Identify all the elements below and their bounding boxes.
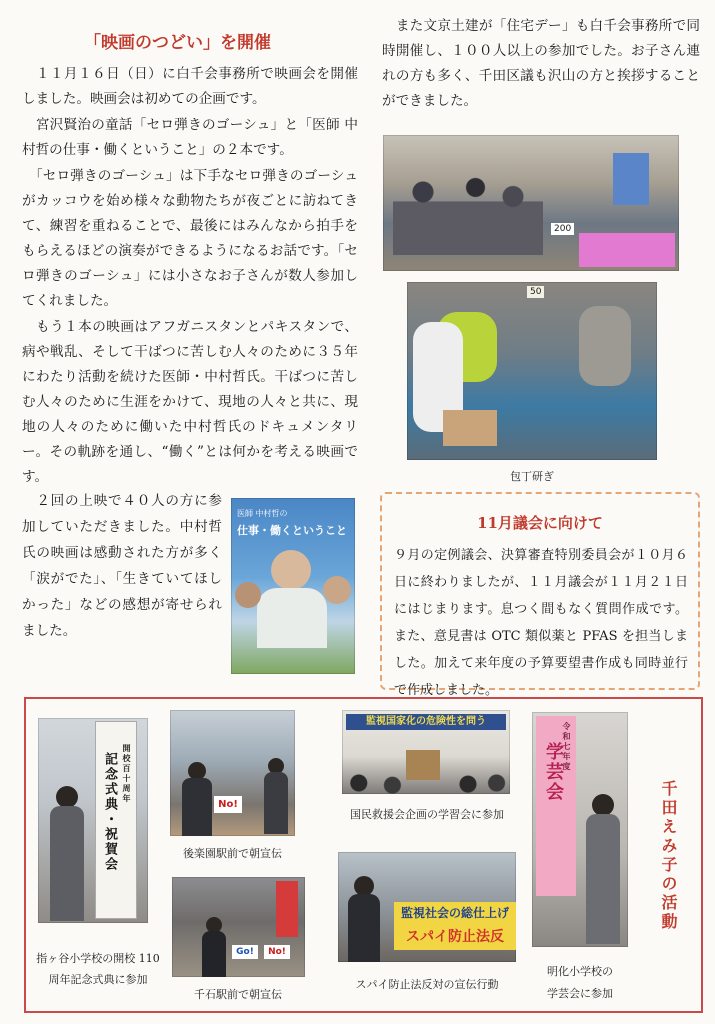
person-figure	[235, 582, 261, 608]
price-sign: 200	[551, 223, 574, 235]
article1-paragraph-2: 宮沢賢治の童話「セロ弾きのゴーシュ」と「医師 中村哲の仕事・働くということ」の２本です。	[22, 117, 358, 158]
activities-title: 千田えみ子の活動	[659, 780, 678, 932]
person-figure	[323, 576, 351, 604]
person-figure	[257, 588, 327, 648]
meika-school-photo	[532, 712, 628, 947]
knife-sharpening-photo	[407, 282, 657, 460]
festival-sign-sub: 令和七年度	[562, 722, 572, 772]
anti-spy-banner-bottom: スパイ防止法反	[394, 924, 516, 950]
person-figure	[354, 876, 374, 896]
whetstone	[443, 410, 497, 446]
article3-body: ９月の定例議会、決算審査特別委員会が１０月６日に終わりましたが、１１月議会が１１月２１日にはじまります。息つく間もなく質問作成です。また、意見書は OTC 類似薬と PFAS を担当しました。加えて来年度の予算要望書作成も同時並行で作成しました。	[394, 548, 688, 698]
article1-paragraph-5: ２回の上映で４０人の方に参加していただきました。中村哲氏の映画は感動された方が多く「涙がでた」、「生きていてほしかった」などの感想が寄せられました。	[22, 493, 222, 639]
korakuen-caption: 後楽園駅前で朝宣伝	[183, 847, 282, 860]
article1-paragraph-3: 「セロ弾きのゴーシュ」は下手なセロ弾きのゴーシュがカッコウを始め様々な動物たちが夜ごとに訪ねてきて、練習を重ねることで、最後にはみんなから拍手をもらえるほどの演奏ができるようになるお話です。「セロ弾きのゴーシュ」には小さなお子さんが数人参加してくれました。	[22, 168, 358, 309]
movie-poster-photo	[231, 498, 355, 674]
study-meeting-photo	[342, 710, 510, 794]
event-table	[579, 233, 675, 267]
person-figure	[348, 894, 380, 962]
sashigaya-school-photo	[38, 718, 148, 923]
sengoku-caption: 千石駅前で朝宣伝	[194, 988, 282, 1001]
person-figure	[182, 778, 212, 836]
ceremony-sign-sub: 開校百十周年	[122, 744, 132, 804]
meika-caption-line-2: 学芸会に参加	[547, 987, 613, 1000]
person-figure	[592, 794, 614, 816]
article1-title: 「映画のつどい」を開催	[84, 33, 271, 53]
worker-figure	[579, 306, 631, 386]
korakuen-station-photo	[170, 710, 295, 836]
poster-small-title: 医師 中村哲の	[237, 509, 288, 518]
tent-banner	[613, 153, 649, 205]
go-sign: Go!	[232, 945, 258, 959]
study-meeting-caption: 国民救援会企画の学習会に参加	[350, 808, 504, 821]
anti-spy-caption: スパイ防止法反対の宣伝行動	[355, 978, 499, 991]
knife-sharpening-caption: 包丁研ぎ	[510, 470, 554, 483]
red-banner	[276, 881, 298, 937]
article1-paragraph-4: もう１本の映画はアフガニスタンとパキスタンで、病や戦乱、そして干ばつに苦しむ人々のために３５年にわたり活動を続けた医師・中村哲氏。干ばつに苦しむ人々のために生涯をかけて、現地の人々と共に、現地の人々のために働いた中村哲氏のドキュメンタリー。その軌跡を通し、“働く”とは何かを考える映画です。	[22, 319, 358, 485]
anti-spy-law-photo	[338, 852, 516, 962]
festival-sign-main: 学芸会	[543, 742, 564, 802]
person-figure	[264, 772, 288, 834]
meika-caption-line-1: 明化小学校の	[547, 965, 613, 978]
sashigaya-caption-line-2: 周年記念式典に参加	[48, 973, 148, 986]
anti-spy-banner-top: 監視社会の総仕上げ	[394, 902, 516, 924]
no-sign: No!	[214, 796, 242, 813]
article3-title: 11月議会に向けて	[477, 514, 603, 532]
housing-day-photo-1	[383, 135, 679, 271]
november-assembly-box	[380, 492, 700, 698]
article1-paragraph-1: １１月１６日（日）に白千会事務所で映画会を開催しました。映画会は初めての企画です。	[22, 66, 358, 107]
article2-paragraph: また文京土建が「住宅デー」も白千会事務所で同時開催し、１００人以上の参加でした。お子さん連れの方も多く、千田区議も沢山の方と挨拶することができました。	[382, 18, 700, 109]
crowd	[393, 165, 543, 255]
poster-big-title: 仕事・働くということ	[237, 524, 347, 537]
person-figure	[586, 814, 620, 944]
no-sign: No!	[264, 945, 290, 959]
sengoku-station-photo	[172, 877, 305, 977]
audience	[342, 772, 510, 794]
person-figure	[271, 550, 311, 590]
sashigaya-caption-line-1: 指ヶ谷小学校の開校 110	[36, 952, 160, 965]
ceremony-sign-main: 記念式典・祝賀会	[102, 752, 117, 872]
person-figure	[50, 806, 84, 921]
price-sign: 50	[527, 286, 544, 298]
study-meeting-banner: 監視国家化の危険性を問う	[346, 714, 506, 730]
person-figure	[202, 931, 226, 977]
person-figure	[56, 786, 78, 808]
